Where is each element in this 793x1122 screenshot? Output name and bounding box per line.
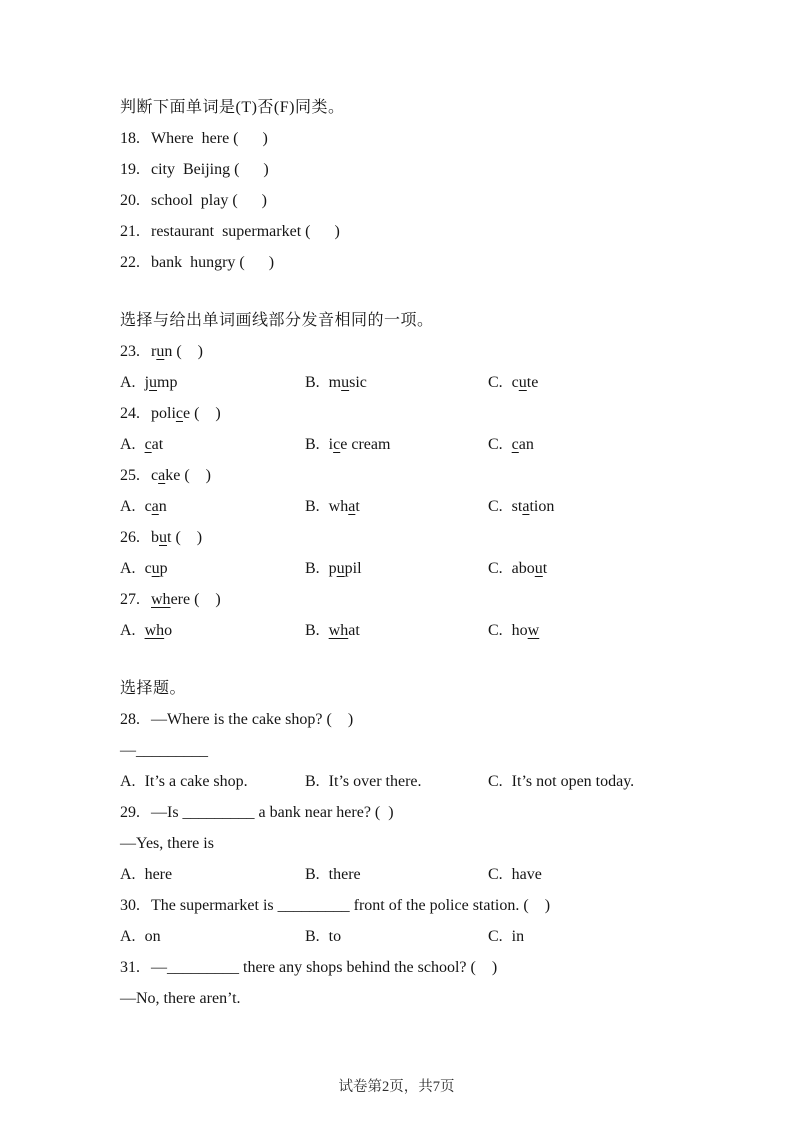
- text-segment: c: [151, 467, 159, 484]
- option: [305, 928, 488, 946]
- option-label: B.: [305, 622, 320, 639]
- option: [488, 928, 713, 946]
- text-segment: The supermarket is _________ front of the police station. ( ): [151, 897, 551, 914]
- section-1: [120, 99, 713, 272]
- question-line: [120, 130, 713, 148]
- text-segment: ho: [511, 622, 528, 639]
- option: [120, 928, 305, 946]
- text-segment: ke ( ): [165, 467, 211, 484]
- text-segment: school play ( ): [151, 192, 267, 209]
- question-line: [120, 192, 713, 210]
- doc-body: [120, 99, 713, 1021]
- underlined-letters: c: [511, 436, 519, 453]
- question-number: 24.: [120, 405, 140, 422]
- underlined-letters: w: [527, 622, 540, 639]
- text-segment: c: [144, 560, 152, 577]
- question-line: [120, 223, 713, 241]
- option: [120, 436, 305, 454]
- option: [120, 866, 305, 884]
- section-title: 选择题。: [120, 680, 187, 697]
- text-segment: r: [151, 343, 157, 360]
- question-number: 23.: [120, 343, 140, 360]
- option: [488, 436, 713, 454]
- underlined-letters: u: [336, 560, 345, 577]
- text-segment: poli: [151, 405, 176, 422]
- underlined-letters: wh: [151, 591, 171, 608]
- option: [305, 622, 488, 640]
- option: [488, 560, 713, 578]
- underlined-letters: a: [158, 467, 166, 484]
- text-segment: o: [164, 622, 173, 639]
- question-number: 18.: [120, 130, 140, 147]
- question-line: [120, 711, 713, 729]
- text-segment: t: [542, 560, 548, 577]
- option: [488, 374, 713, 392]
- option-label: C.: [488, 374, 503, 391]
- options-row: [120, 928, 713, 946]
- text-segment: It’s a cake shop.: [144, 773, 248, 790]
- text-segment: c: [144, 498, 152, 515]
- options-row: [120, 436, 713, 454]
- option-label: C.: [488, 560, 503, 577]
- text-segment: j: [144, 374, 150, 391]
- text-segment: m: [328, 374, 342, 391]
- answer-line: —_________: [120, 742, 208, 759]
- option-label: A.: [120, 622, 136, 639]
- section-title: 判断下面单词是(T)否(F)同类。: [120, 99, 345, 116]
- question-number: 26.: [120, 529, 140, 546]
- page-footer: 试卷第2页，共7页: [338, 1079, 455, 1095]
- underlined-letters: c: [144, 436, 152, 453]
- text-segment: restaurant supermarket ( ): [151, 223, 340, 240]
- question-line: [120, 959, 713, 977]
- text-segment: bank hungry ( ): [151, 254, 275, 271]
- text-segment: at: [151, 436, 164, 453]
- text-segment: on: [144, 928, 161, 945]
- text-segment: n: [158, 498, 167, 515]
- option-label: A.: [120, 928, 136, 945]
- text-segment: c: [511, 374, 519, 391]
- options-row: [120, 866, 713, 884]
- text-segment: e cream: [340, 436, 391, 453]
- text-segment: t: [355, 498, 360, 515]
- text-segment: p: [328, 560, 337, 577]
- section-title: 选择与给出单词画线部分发音相同的一项。: [120, 312, 434, 329]
- underlined-letters: u: [159, 529, 167, 546]
- section-3: [120, 653, 713, 1008]
- text-segment: here: [144, 866, 173, 883]
- answer-line: —Yes, there is: [120, 835, 214, 852]
- underlined-letters: u: [534, 560, 543, 577]
- option: [120, 560, 305, 578]
- text-segment: p: [159, 560, 168, 577]
- underlined-letters: wh: [328, 622, 349, 639]
- question-number: 20.: [120, 192, 140, 209]
- text-segment: in: [511, 928, 525, 945]
- text-segment: n ( ): [164, 343, 203, 360]
- question-line: [120, 591, 713, 609]
- option-label: A.: [120, 374, 136, 391]
- option-label: C.: [488, 866, 503, 883]
- option-label: C.: [488, 436, 503, 453]
- question-line: [120, 254, 713, 272]
- text-segment: —Where is the cake shop? ( ): [151, 711, 354, 728]
- question-line: [120, 161, 713, 179]
- question-number: 31.: [120, 959, 140, 976]
- text-segment: st: [511, 498, 523, 515]
- question-number: 21.: [120, 223, 140, 240]
- option-label: B.: [305, 928, 320, 945]
- text-segment: —Is _________ a bank near here? ( ): [151, 804, 394, 821]
- question-number: 22.: [120, 254, 140, 271]
- text-segment: an: [518, 436, 534, 453]
- answer-line: —No, there aren’t.: [120, 990, 241, 1007]
- text-segment: —_________ there any shops behind the school? ( ): [151, 959, 498, 976]
- text-segment: t ( ): [167, 529, 203, 546]
- option: [120, 498, 305, 516]
- text-segment: sic: [349, 374, 367, 391]
- option: [305, 374, 488, 392]
- options-row: [120, 622, 713, 640]
- underlined-letters: c: [333, 436, 341, 453]
- option-label: B.: [305, 436, 320, 453]
- text-segment: tion: [529, 498, 555, 515]
- question-line: [120, 804, 713, 822]
- option-label: B.: [305, 374, 320, 391]
- text-segment: pil: [344, 560, 362, 577]
- option: [488, 773, 713, 791]
- underlined-letters: u: [156, 343, 165, 360]
- option: [488, 866, 713, 884]
- text-segment: at: [348, 622, 360, 639]
- text-segment: It’s not open today.: [511, 773, 635, 790]
- underlined-letters: wh: [144, 622, 165, 639]
- option-label: C.: [488, 928, 503, 945]
- text-segment: wh: [328, 498, 349, 515]
- text-segment: It’s over there.: [328, 773, 422, 790]
- text-segment: te: [526, 374, 539, 391]
- option-label: B.: [305, 773, 320, 790]
- question-number: 28.: [120, 711, 140, 728]
- option: [305, 773, 488, 791]
- option: [305, 436, 488, 454]
- text-segment: b: [151, 529, 159, 546]
- text-segment: i: [328, 436, 334, 453]
- option: [488, 498, 713, 516]
- option: [305, 560, 488, 578]
- option: [120, 773, 305, 791]
- options-row: [120, 374, 713, 392]
- question-number: 27.: [120, 591, 140, 608]
- text-segment: e ( ): [183, 405, 221, 422]
- option-label: B.: [305, 498, 320, 515]
- text-segment: have: [511, 866, 542, 883]
- question-number: 19.: [120, 161, 140, 178]
- options-row: [120, 560, 713, 578]
- underlined-letters: u: [341, 374, 350, 391]
- text-segment: there: [328, 866, 361, 883]
- section-2: [120, 285, 713, 640]
- underlined-letters: u: [518, 374, 527, 391]
- option-label: C.: [488, 622, 503, 639]
- text-segment: mp: [157, 374, 178, 391]
- underlined-letters: a: [151, 498, 159, 515]
- option: [120, 374, 305, 392]
- text-segment: city Beijing ( ): [151, 161, 269, 178]
- option-label: A.: [120, 773, 136, 790]
- question-number: 25.: [120, 467, 140, 484]
- question-line: [120, 343, 713, 361]
- text-segment: ere ( ): [170, 591, 221, 608]
- question-line: [120, 529, 713, 547]
- option-label: A.: [120, 866, 136, 883]
- underlined-letters: u: [151, 560, 160, 577]
- option-label: A.: [120, 436, 136, 453]
- question-number: 29.: [120, 804, 140, 821]
- option: [120, 622, 305, 640]
- text-segment: to: [328, 928, 342, 945]
- question-line: [120, 467, 713, 485]
- underlined-letters: a: [348, 498, 356, 515]
- option-label: C.: [488, 773, 503, 790]
- underlined-letters: a: [522, 498, 530, 515]
- question-number: 30.: [120, 897, 140, 914]
- options-row: [120, 773, 713, 791]
- option: [305, 498, 488, 516]
- option: [305, 866, 488, 884]
- text-segment: abo: [511, 560, 535, 577]
- option-label: B.: [305, 560, 320, 577]
- options-row: [120, 498, 713, 516]
- underlined-letters: u: [149, 374, 158, 391]
- question-line: [120, 405, 713, 423]
- option-label: B.: [305, 866, 320, 883]
- text-segment: Where here ( ): [151, 130, 268, 147]
- option-label: C.: [488, 498, 503, 515]
- option-label: A.: [120, 498, 136, 515]
- question-line: [120, 897, 713, 915]
- option-label: A.: [120, 560, 136, 577]
- option: [488, 622, 713, 640]
- underlined-letters: c: [175, 405, 183, 422]
